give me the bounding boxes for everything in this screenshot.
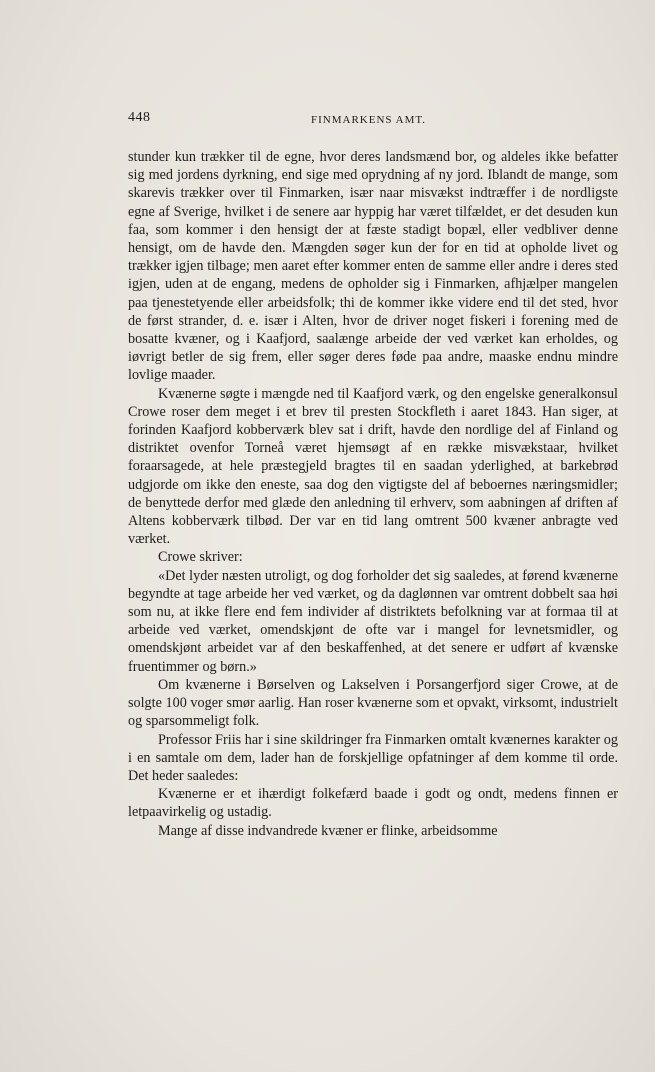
body-text: [128, 148, 618, 840]
paragraph-8: Mange af disse indvandrede kvæner er flinke, arbeidsomme: [158, 822, 498, 839]
quote-paragraph: «Det lyder næsten utroligt, og dog forholder det sig saaledes, at førend kvænerne begyndte at tage arbeide her ved værket, og da daglønnen var omtrent dobbelt saa høi som nu, at ikke flere end fem individer af distriktets befolkning var at formaa til at arbeide ved værket, omendskjønt de ofte var i mangel for levnetsmidler, og omendskjønt arbeidet var af den beskaffenhed, at det senere er udført af kvænske fruentimmer og børn.»: [128, 567, 618, 675]
paragraph-3: Crowe skriver:: [158, 549, 243, 566]
paragraph-1: stunder kun trækker til de egne, hvor deres landsmænd bor, og aldeles ikke befatter sig med jordens dyrkning, end sige med oprydning af ny jord. Iblandt de mange, som skarevis trækker over til Finmarken, især naar misvækst indtræffer i de nordligste egne af Sverige, hvilket i de senere aar hyppig har været tilfældet, er det desuden kun faa, som kommer i den hensigt der at fæste stadigt bopæl, eller vedbliver denne hensigt, om de havde den. Mængden søger kun der for en tid at opholde livet og trækker igjen tilbage; men aaret efter kommer enten de samme eller andre i deres sted igjen, uden at de engang, medens de opholder sig i Finmarken, afhjælper mangelen paa tjenestetyende eller arbeidsfolk; thi de kommer ikke videre end til det sted, hvor de først strander, d. e. især i Alten, hvor de driver noget fiskeri i forening med de bosatte kvæner, og i Kaafjord, saalænge arbeide der ved værket kan erholdes, og iøvrigt betler de sig frem, eller søger deres føde paa andre, maaske endnu mindre lovlige maader.: [128, 149, 618, 384]
paragraph-2: Kvænerne søgte i mængde ned til Kaafjord værk, og den engelske generalkonsul Crowe roser dem meget i et brev til presten Stockfleth i aaret 1843. Han siger, at forinden Kaafjord kobberværk blev sat i drift, havde den nordlige del af Finland og distriktet ovenfor Torneå været hjemsøgt af en række misvækstaar, hvilket foraarsagede, at hele præstegjeld bragtes til en saadan yderlighed, at barkebrød udgjorde om ikke den eneste, saa dog den vigtigste del af beboernes næringsmidler; de benyttede derfor med glæde den anledning til erhverv, som aabningen af driften af Altens kobberværk tilbød. Der var en tid lang omtrent 500 kvæner anbragte ved værket.: [128, 385, 618, 548]
paragraph-5: Om kvænerne i Børselven og Lakselven i Porsangerfjord siger Crowe, at de solgte 100 voger smør aarlig. Han roser kvænerne som et opvakt, virksomt, industrielt og sparsommeligt folk.: [128, 676, 618, 730]
paragraph-6: Professor Friis har i sine skildringer fra Finmarken omtalt kvænernes karakter og i en samtale om dem, lader han de forskjellige opfatninger af dem komme til orde. Det heder saaledes:: [128, 731, 618, 784]
paragraph-7: Kvænerne er et ihærdigt folkefærd baade i godt og ondt, medens finnen er letpaavirkelig og ustadig.: [128, 786, 618, 821]
page-number: 448: [128, 110, 151, 125]
running-title: FINMARKENS AMT.: [311, 114, 427, 126]
page-header: [128, 110, 618, 130]
